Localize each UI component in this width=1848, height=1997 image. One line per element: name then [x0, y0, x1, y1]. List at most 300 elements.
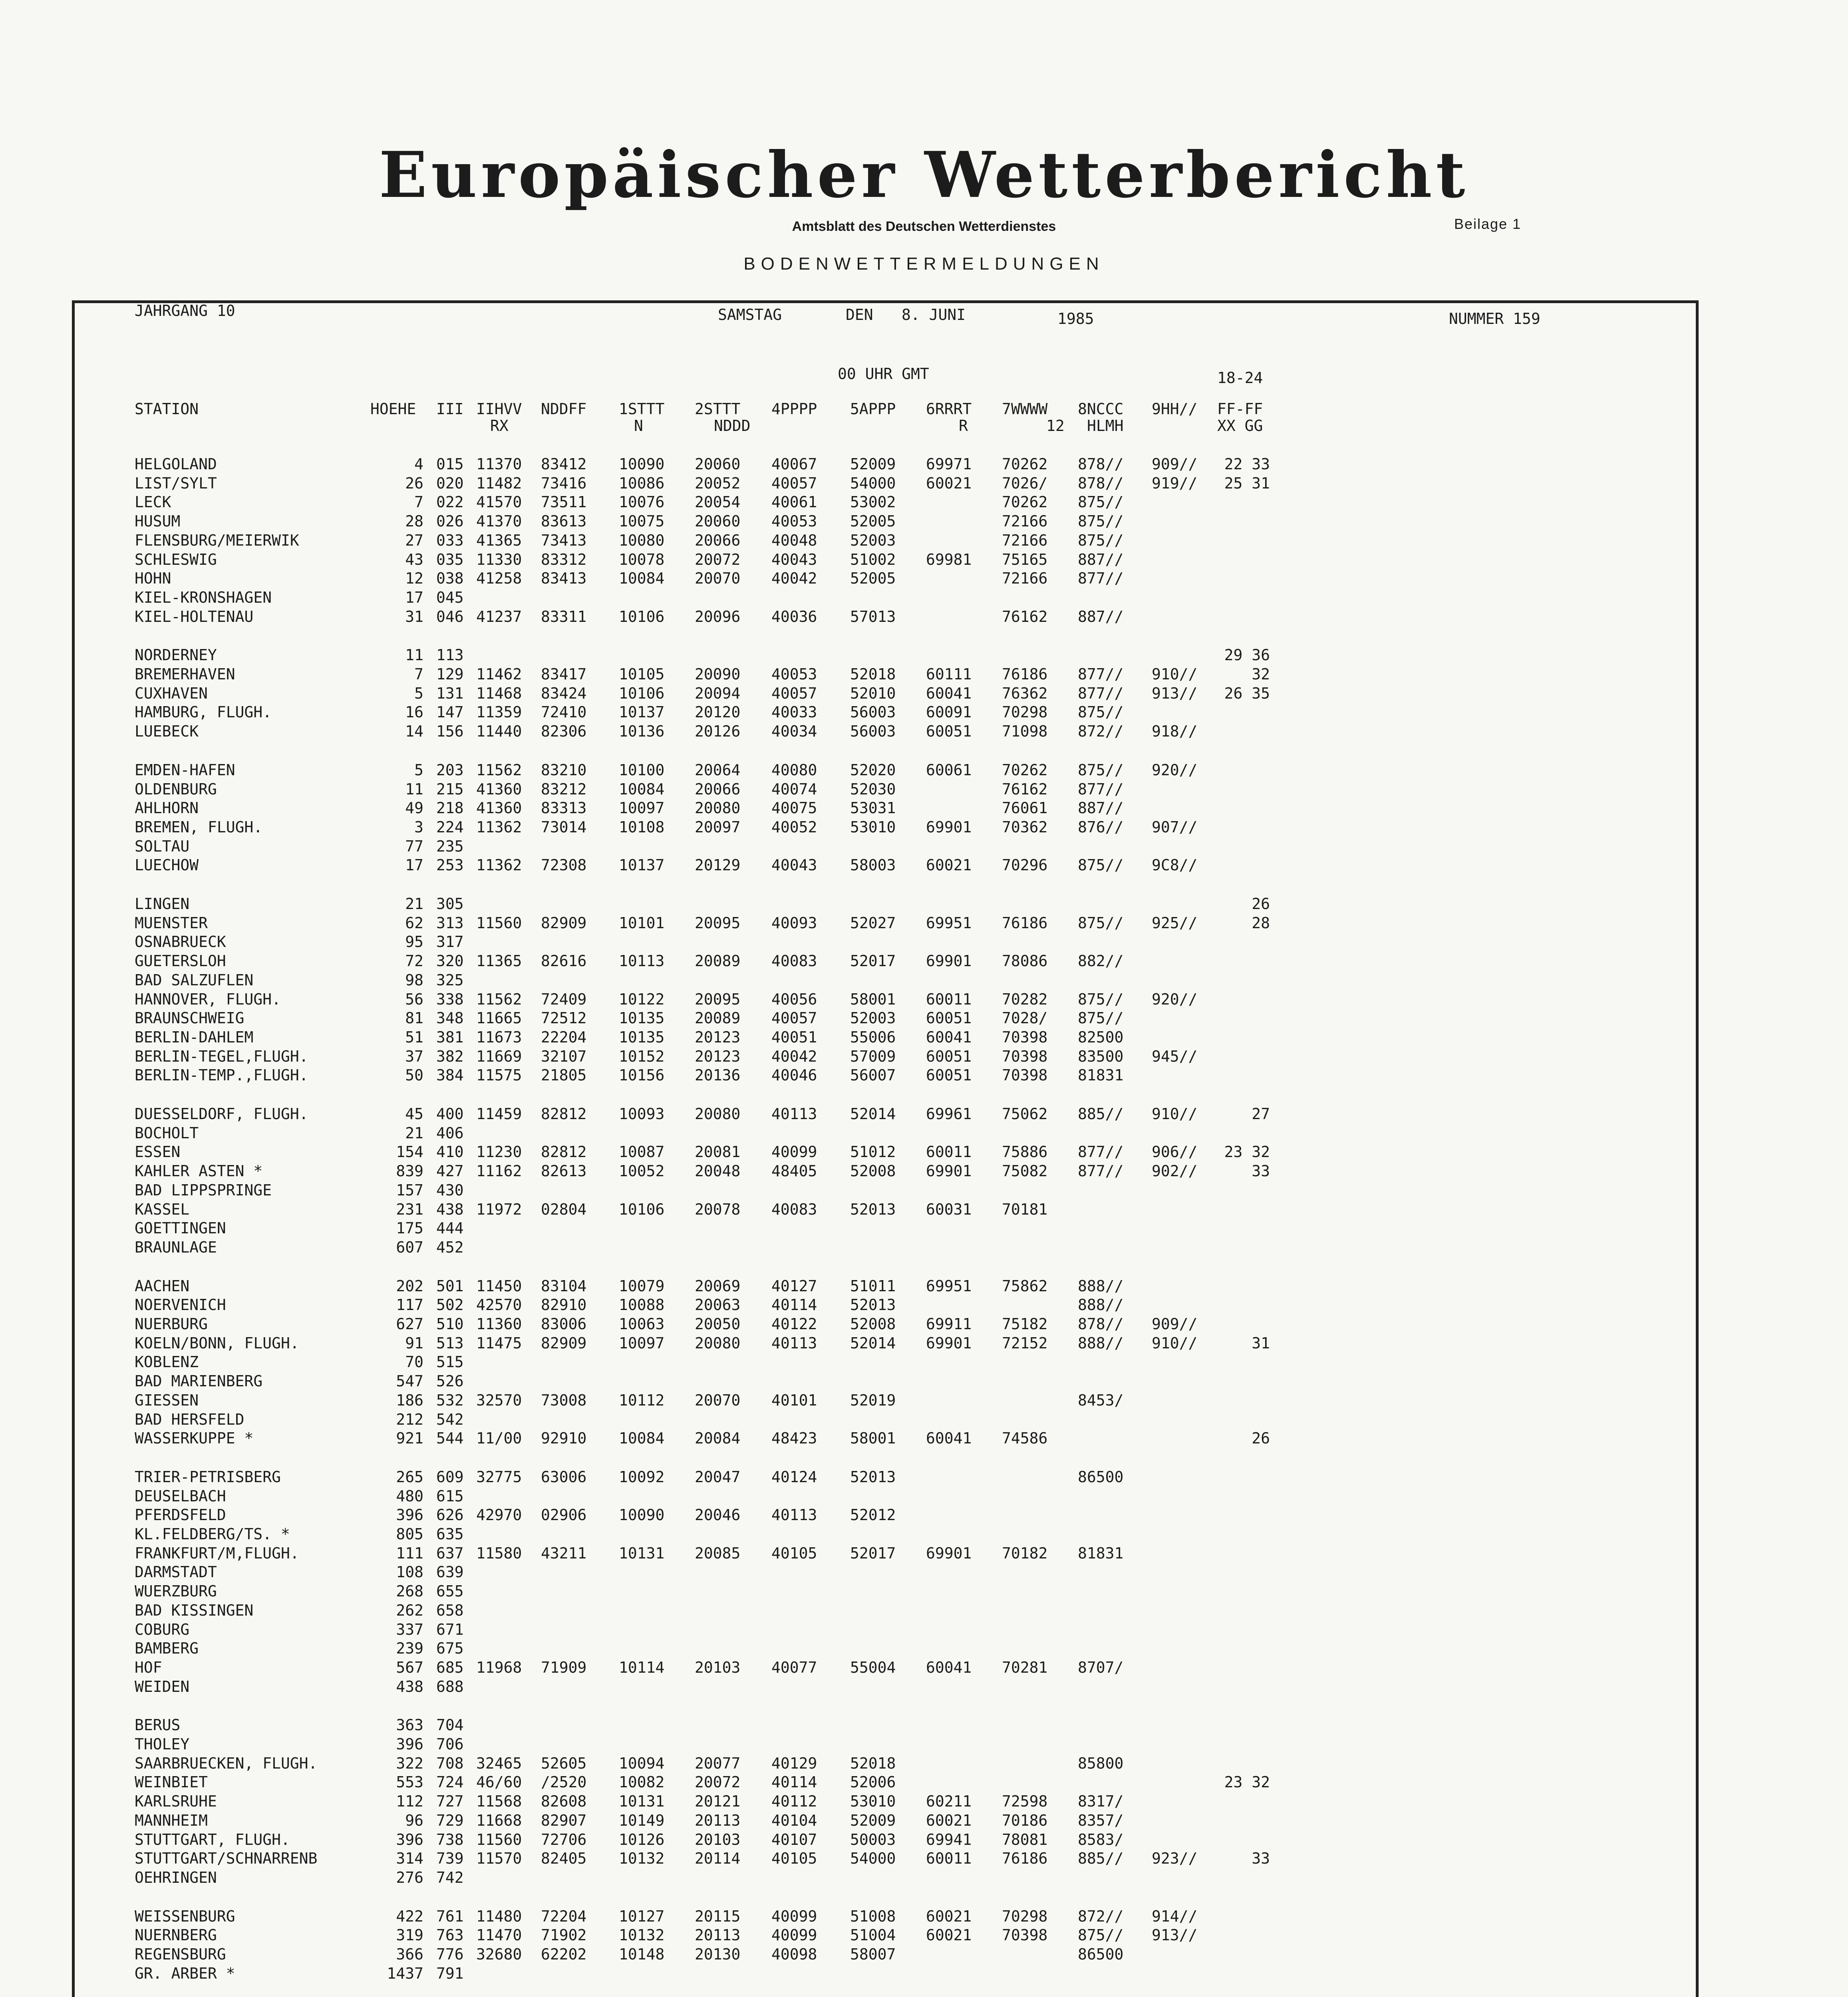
- cell-g7: 7028/: [1002, 1009, 1048, 1027]
- cell-g8: 878//: [1078, 474, 1124, 492]
- cell-g8: 888//: [1078, 1296, 1124, 1314]
- cell-hoehe: 262: [396, 1601, 423, 1619]
- col-1sttt: 1STTT: [619, 400, 665, 418]
- cell-station: KOBLENZ: [135, 1353, 199, 1371]
- cell-g5: 52003: [850, 531, 896, 549]
- cell-iii: 224: [436, 818, 464, 836]
- cell-g1: 10106: [619, 607, 665, 625]
- cell-iii: 688: [436, 1677, 464, 1695]
- cell-g9: 918//: [1152, 723, 1198, 740]
- cell-g8: 887//: [1078, 799, 1124, 817]
- cell-nddff: 73014: [541, 818, 587, 836]
- cell-g4: 40053: [771, 512, 817, 530]
- cell-g7: 76186: [1002, 914, 1048, 932]
- sub-xxgg: XX GG: [1217, 417, 1263, 435]
- cell-iihvv: 11669: [476, 1047, 522, 1065]
- cell-g8: 85800: [1078, 1754, 1124, 1772]
- cell-g7: 70296: [1002, 856, 1048, 874]
- cell-station: NUERNBERG: [135, 1926, 217, 1944]
- cell-g4: 40124: [771, 1468, 817, 1486]
- cell-iii: 526: [436, 1372, 464, 1390]
- cell-g4: 40057: [771, 1009, 817, 1027]
- cell-hoehe: 98: [405, 971, 423, 989]
- cell-g8: 876//: [1078, 818, 1124, 836]
- cell-g9: 945//: [1152, 1047, 1198, 1065]
- cell-iihvv: 41365: [476, 531, 522, 549]
- cell-g5: 52013: [850, 1200, 896, 1218]
- cell-g4: 40061: [771, 493, 817, 511]
- cell-hoehe: 276: [396, 1868, 423, 1886]
- cell-station: KIEL-KRONSHAGEN: [135, 588, 272, 606]
- sub-r: R: [959, 417, 968, 435]
- cell-g6: 69961: [926, 1105, 972, 1123]
- cell-g6: 60021: [926, 1811, 972, 1829]
- cell-g8: 875//: [1078, 856, 1124, 874]
- cell-hoehe: 839: [396, 1162, 423, 1180]
- jahrgang: JAHRGANG 10: [135, 302, 235, 320]
- cell-station: BAD LIPPSPRINGE: [135, 1181, 272, 1199]
- cell-g4: 40074: [771, 780, 817, 798]
- cell-iihvv: 11360: [476, 1315, 522, 1333]
- cell-iii: 035: [436, 550, 464, 568]
- cell-hoehe: 12: [405, 570, 423, 588]
- cell-iii: 038: [436, 570, 464, 588]
- sub-nddd: NDDD: [714, 417, 751, 435]
- cell-g8: 8317/: [1078, 1793, 1124, 1810]
- cell-nddff: 72204: [541, 1907, 587, 1925]
- cell-iii: 020: [436, 474, 464, 492]
- cell-iihvv: 11480: [476, 1907, 522, 1925]
- cell-hoehe: 21: [405, 1124, 423, 1142]
- cell-g4: 40067: [771, 455, 817, 473]
- cell-hoehe: 202: [396, 1277, 423, 1295]
- cell-g9: 925//: [1152, 914, 1198, 932]
- cell-g5: 57013: [850, 607, 896, 625]
- cell-g1: 10132: [619, 1926, 665, 1944]
- cell-hoehe: 337: [396, 1620, 423, 1638]
- cell-iii: 113: [436, 646, 464, 664]
- cell-iii: 501: [436, 1277, 464, 1295]
- cell-g6: 60051: [926, 1047, 972, 1065]
- cell-g8: 86500: [1078, 1945, 1124, 1963]
- cell-iii: 729: [436, 1811, 464, 1829]
- cell-g8: 8707/: [1078, 1658, 1124, 1676]
- cell-g9: 9C8//: [1152, 856, 1198, 874]
- cell-hoehe: 366: [396, 1945, 423, 1963]
- cell-g2: 20094: [695, 684, 741, 702]
- cell-g2: 20114: [695, 1850, 741, 1868]
- cell-g1: 10082: [619, 1773, 665, 1791]
- cell-g4: 40122: [771, 1315, 817, 1333]
- cell-g9: 913//: [1152, 1926, 1198, 1944]
- cell-g4: 40083: [771, 952, 817, 970]
- cell-g8: 888//: [1078, 1277, 1124, 1295]
- cell-hoehe: 17: [405, 588, 423, 606]
- cell-hoehe: 17: [405, 856, 423, 874]
- observation-time: 00 UHR GMT: [838, 365, 929, 383]
- cell-g1: 10075: [619, 512, 665, 530]
- cell-g6: 60041: [926, 1028, 972, 1046]
- cell-station: HOHN: [135, 570, 171, 588]
- cell-hoehe: 43: [405, 550, 423, 568]
- cell-hoehe: 112: [396, 1793, 423, 1810]
- cell-g6: 69901: [926, 952, 972, 970]
- cell-nddff: 02804: [541, 1200, 587, 1218]
- cell-hoehe: 95: [405, 933, 423, 951]
- cell-nddff: 82616: [541, 952, 587, 970]
- cell-iihvv: 11568: [476, 1793, 522, 1810]
- cell-g7: 78086: [1002, 952, 1048, 970]
- weekday: SAMSTAG: [718, 306, 782, 324]
- cell-nddff: 83104: [541, 1277, 587, 1295]
- cell-nddff: 83413: [541, 570, 587, 588]
- cell-g5: 56007: [850, 1066, 896, 1084]
- cell-g6: 60011: [926, 1850, 972, 1868]
- cell-station: BERUS: [135, 1716, 181, 1734]
- cell-g5: 52017: [850, 952, 896, 970]
- cell-iii: 203: [436, 761, 464, 779]
- cell-iihvv: 11365: [476, 952, 522, 970]
- cell-g7: 76362: [1002, 684, 1048, 702]
- cell-ff: 27: [1252, 1105, 1270, 1123]
- cell-g8: 877//: [1078, 1162, 1124, 1180]
- cell-g9: 909//: [1152, 455, 1198, 473]
- cell-g4: 40052: [771, 818, 817, 836]
- cell-g1: 10087: [619, 1143, 665, 1161]
- cell-station: LIST/SYLT: [135, 474, 217, 492]
- cell-g8: 887//: [1078, 550, 1124, 568]
- cell-g8: 875//: [1078, 512, 1124, 530]
- cell-g7: 72166: [1002, 512, 1048, 530]
- cell-station: HELGOLAND: [135, 455, 217, 473]
- cell-g4: 40129: [771, 1754, 817, 1772]
- cell-iihvv: 11580: [476, 1544, 522, 1562]
- cell-g4: 40077: [771, 1658, 817, 1676]
- cell-station: GUETERSLOH: [135, 952, 226, 970]
- cell-g2: 20063: [695, 1296, 741, 1314]
- cell-iihvv: 11330: [476, 550, 522, 568]
- cell-g5: 52003: [850, 1009, 896, 1027]
- cell-nddff: 83613: [541, 512, 587, 530]
- cell-g6: 60021: [926, 856, 972, 874]
- cell-g6: 60041: [926, 1658, 972, 1676]
- col-7wwww: 7WWWW: [1002, 400, 1048, 418]
- cell-g1: 10152: [619, 1047, 665, 1065]
- cell-g4: 40099: [771, 1143, 817, 1161]
- cell-g7: 75165: [1002, 550, 1048, 568]
- cell-nddff: 82405: [541, 1850, 587, 1868]
- cell-g9: 906//: [1152, 1143, 1198, 1161]
- cell-g2: 20123: [695, 1047, 741, 1065]
- cell-g5: 58003: [850, 856, 896, 874]
- cell-g8: 875//: [1078, 761, 1124, 779]
- cell-iihvv: 11562: [476, 761, 522, 779]
- sub-12: 12: [1046, 417, 1065, 435]
- cell-iii: 045: [436, 588, 464, 606]
- cell-hoehe: 117: [396, 1296, 423, 1314]
- cell-g9: 920//: [1152, 990, 1198, 1008]
- cell-g1: 10108: [619, 818, 665, 836]
- cell-ff: 26 35: [1224, 684, 1270, 702]
- cell-g5: 54000: [850, 474, 896, 492]
- cell-g4: 40053: [771, 665, 817, 683]
- cell-g2: 20095: [695, 914, 741, 932]
- cell-g8: 875//: [1078, 914, 1124, 932]
- cell-g8: 8453/: [1078, 1391, 1124, 1409]
- cell-g2: 20103: [695, 1658, 741, 1676]
- cell-g1: 10113: [619, 952, 665, 970]
- cell-iihvv: 11575: [476, 1066, 522, 1084]
- cell-g8: 877//: [1078, 1143, 1124, 1161]
- cell-station: REGENSBURG: [135, 1945, 226, 1963]
- cell-g5: 58007: [850, 1945, 896, 1963]
- cell-g5: 52030: [850, 780, 896, 798]
- cell-g1: 10137: [619, 703, 665, 721]
- cell-g6: 69951: [926, 1277, 972, 1295]
- cell-nddff: 73008: [541, 1391, 587, 1409]
- cell-iihvv: 11968: [476, 1658, 522, 1676]
- cell-g4: 40056: [771, 990, 817, 1008]
- col-iihvv: IIHVV: [476, 400, 522, 418]
- cell-iii: 410: [436, 1143, 464, 1161]
- cell-g8: 872//: [1078, 723, 1124, 740]
- cell-nddff: 22204: [541, 1028, 587, 1046]
- cell-iii: 381: [436, 1028, 464, 1046]
- col-2sttt: 2STTT: [695, 400, 741, 418]
- cell-hoehe: 28: [405, 512, 423, 530]
- cell-g2: 20081: [695, 1143, 741, 1161]
- cell-hoehe: 31: [405, 607, 423, 625]
- cell-g7: 70282: [1002, 990, 1048, 1008]
- cell-g7: 75062: [1002, 1105, 1048, 1123]
- cell-g5: 52019: [850, 1391, 896, 1409]
- cell-iihvv: 11462: [476, 665, 522, 683]
- cell-hoehe: 921: [396, 1429, 423, 1447]
- cell-station: BRAUNLAGE: [135, 1238, 217, 1256]
- cell-g6: 69901: [926, 1544, 972, 1562]
- cell-iihvv: 42970: [476, 1506, 522, 1524]
- col-5appp: 5APPP: [850, 400, 896, 418]
- cell-g1: 10122: [619, 990, 665, 1008]
- cell-iihvv: 32465: [476, 1754, 522, 1772]
- cell-g2: 20136: [695, 1066, 741, 1084]
- cell-g1: 10097: [619, 799, 665, 817]
- page-title: Europäischer Wetterbericht: [379, 138, 1469, 212]
- cell-g4: 40057: [771, 684, 817, 702]
- cell-nddff: 83006: [541, 1315, 587, 1333]
- cell-hoehe: 319: [396, 1926, 423, 1944]
- cell-g2: 20072: [695, 550, 741, 568]
- cell-station: BAD KISSINGEN: [135, 1601, 254, 1619]
- cell-g4: 40080: [771, 761, 817, 779]
- cell-iihvv: 41258: [476, 570, 522, 588]
- cell-g8: 872//: [1078, 1907, 1124, 1925]
- cell-nddff: 71902: [541, 1926, 587, 1944]
- cell-g5: 55004: [850, 1658, 896, 1676]
- cell-g9: 910//: [1152, 665, 1198, 683]
- cell-g7: 70262: [1002, 493, 1048, 511]
- cell-g8: 875//: [1078, 990, 1124, 1008]
- cell-nddff: 83312: [541, 550, 587, 568]
- cell-iii: 382: [436, 1047, 464, 1065]
- report-frame: [72, 300, 1699, 1997]
- cell-g9: 909//: [1152, 1315, 1198, 1333]
- cell-iii: 776: [436, 1945, 464, 1963]
- cell-g2: 20090: [695, 665, 741, 683]
- cell-g4: 40098: [771, 1945, 817, 1963]
- cell-station: LECK: [135, 493, 171, 511]
- cell-g5: 54000: [850, 1850, 896, 1868]
- cell-g8: 8357/: [1078, 1811, 1124, 1829]
- cell-nddff: 82613: [541, 1162, 587, 1180]
- cell-g4: 40113: [771, 1334, 817, 1352]
- cell-g2: 20060: [695, 512, 741, 530]
- cell-g5: 53031: [850, 799, 896, 817]
- cell-hoehe: 396: [396, 1506, 423, 1524]
- cell-ff: 29 36: [1224, 646, 1270, 664]
- cell-g5: 52005: [850, 512, 896, 530]
- cell-g2: 20096: [695, 607, 741, 625]
- cell-g8: 875//: [1078, 1926, 1124, 1944]
- cell-iihvv: 41237: [476, 607, 522, 625]
- cell-iii: 685: [436, 1658, 464, 1676]
- cell-hoehe: 16: [405, 703, 423, 721]
- cell-hoehe: 77: [405, 837, 423, 855]
- cell-iii: 400: [436, 1105, 464, 1123]
- cell-station: COBURG: [135, 1620, 190, 1638]
- cell-g7: 7026/: [1002, 474, 1048, 492]
- cell-g2: 20064: [695, 761, 741, 779]
- cell-g2: 20070: [695, 1391, 741, 1409]
- cell-hoehe: 547: [396, 1372, 423, 1390]
- cell-ff: 28: [1252, 914, 1270, 932]
- cell-g4: 40083: [771, 1200, 817, 1218]
- cell-station: BAD MARIENBERG: [135, 1372, 263, 1390]
- cell-g7: 70281: [1002, 1658, 1048, 1676]
- cell-ff: 33: [1252, 1850, 1270, 1868]
- cell-g2: 20080: [695, 799, 741, 817]
- cell-station: FLENSBURG/MEIERWIK: [135, 531, 299, 549]
- cell-iihvv: 41360: [476, 780, 522, 798]
- cell-iii: 320: [436, 952, 464, 970]
- cell-hoehe: 62: [405, 914, 423, 932]
- cell-nddff: 71909: [541, 1658, 587, 1676]
- cell-g4: 40034: [771, 723, 817, 740]
- cell-g7: 76162: [1002, 607, 1048, 625]
- cell-station: GR. ARBER *: [135, 1964, 235, 1982]
- cell-nddff: 82812: [541, 1105, 587, 1123]
- cell-hoehe: 96: [405, 1811, 423, 1829]
- cell-nddff: 73416: [541, 474, 587, 492]
- cell-iii: 635: [436, 1525, 464, 1543]
- cell-g7: 75862: [1002, 1277, 1048, 1295]
- cell-g1: 10131: [619, 1793, 665, 1810]
- cell-g2: 20120: [695, 703, 741, 721]
- cell-g5: 55006: [850, 1028, 896, 1046]
- cell-g8: 8583/: [1078, 1830, 1124, 1848]
- cell-g8: 885//: [1078, 1850, 1124, 1868]
- cell-g6: 60021: [926, 1907, 972, 1925]
- cell-g1: 10114: [619, 1658, 665, 1676]
- cell-station: AACHEN: [135, 1277, 190, 1295]
- cell-iihvv: 11562: [476, 990, 522, 1008]
- cell-ff: 25 31: [1224, 474, 1270, 492]
- section-title: BODENWETTERMELDUNGEN: [743, 254, 1105, 274]
- col-6rrrt: 6RRRT: [926, 400, 972, 418]
- cell-iii: 671: [436, 1620, 464, 1638]
- cell-g5: 57009: [850, 1047, 896, 1065]
- cell-iii: 791: [436, 1964, 464, 1982]
- cell-hoehe: 72: [405, 952, 423, 970]
- cell-iihvv: 41360: [476, 799, 522, 817]
- cell-g7: 70262: [1002, 761, 1048, 779]
- cell-g5: 53010: [850, 818, 896, 836]
- cell-g1: 10100: [619, 761, 665, 779]
- cell-g1: 10106: [619, 684, 665, 702]
- cell-g7: 78081: [1002, 1830, 1048, 1848]
- cell-g7: 76162: [1002, 780, 1048, 798]
- cell-iihvv: 46/60: [476, 1773, 522, 1791]
- cell-nddff: 83412: [541, 455, 587, 473]
- cell-g5: 52013: [850, 1296, 896, 1314]
- cell-g6: 69911: [926, 1315, 972, 1333]
- cell-iii: 727: [436, 1793, 464, 1810]
- cell-hoehe: 56: [405, 990, 423, 1008]
- cell-g4: 40114: [771, 1773, 817, 1791]
- cell-station: SAARBRUECKEN, FLUGH.: [135, 1754, 318, 1772]
- cell-g2: 20077: [695, 1754, 741, 1772]
- cell-nddff: 82907: [541, 1811, 587, 1829]
- cell-hoehe: 607: [396, 1238, 423, 1256]
- cell-g6: 69901: [926, 1334, 972, 1352]
- cell-g1: 10131: [619, 1544, 665, 1562]
- cell-g1: 10080: [619, 531, 665, 549]
- cell-iii: 513: [436, 1334, 464, 1352]
- cell-station: BERLIN-TEGEL,FLUGH.: [135, 1047, 308, 1065]
- cell-station: WUERZBURG: [135, 1582, 217, 1600]
- cell-g4: 40099: [771, 1926, 817, 1944]
- cell-iihvv: 11560: [476, 914, 522, 932]
- col-station: STATION: [135, 400, 199, 418]
- cell-nddff: 83210: [541, 761, 587, 779]
- cell-hoehe: 11: [405, 780, 423, 798]
- cell-g4: 40042: [771, 1047, 817, 1065]
- cell-hoehe: 26: [405, 474, 423, 492]
- cell-g1: 10092: [619, 1468, 665, 1486]
- cell-g7: 70398: [1002, 1926, 1048, 1944]
- cell-hoehe: 154: [396, 1143, 423, 1161]
- cell-g4: 40107: [771, 1830, 817, 1848]
- cell-station: KARLSRUHE: [135, 1793, 217, 1810]
- cell-g6: 69981: [926, 550, 972, 568]
- cell-g6: 60051: [926, 1066, 972, 1084]
- cell-g2: 20072: [695, 1773, 741, 1791]
- cell-g1: 10135: [619, 1009, 665, 1027]
- cell-g2: 20115: [695, 1907, 741, 1925]
- cell-iii: 348: [436, 1009, 464, 1027]
- cell-iii: 156: [436, 723, 464, 740]
- cell-g2: 20048: [695, 1162, 741, 1180]
- col-iii: III: [436, 400, 464, 418]
- cell-station: OLDENBURG: [135, 780, 217, 798]
- cell-iii: 022: [436, 493, 464, 511]
- cell-nddff: 72308: [541, 856, 587, 874]
- cell-g6: 69941: [926, 1830, 972, 1848]
- cell-hoehe: 51: [405, 1028, 423, 1046]
- cell-g4: 40043: [771, 550, 817, 568]
- cell-iii: 761: [436, 1907, 464, 1925]
- cell-hoehe: 553: [396, 1773, 423, 1791]
